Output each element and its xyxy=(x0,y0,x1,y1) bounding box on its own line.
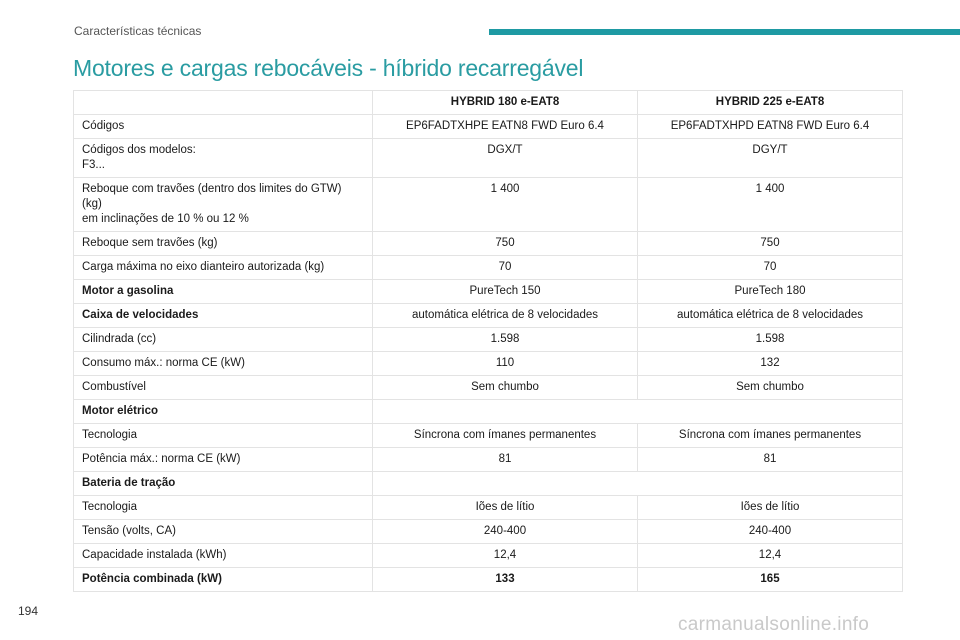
row-label: Tecnologia xyxy=(74,496,373,520)
cell-value: 240-400 xyxy=(373,520,638,544)
row-label xyxy=(74,178,373,232)
row-label: Potência combinada (kW) xyxy=(74,568,373,592)
header-accent-bar xyxy=(489,29,960,35)
empty-cell xyxy=(373,472,903,496)
row-label-line: em inclinações de 10 % ou 12 % xyxy=(82,213,249,225)
watermark-text: carmanualsonline.info xyxy=(678,614,870,635)
cell-value: 1.598 xyxy=(638,328,903,352)
page-number: 194 xyxy=(18,604,39,618)
cell-value: DGX/T xyxy=(373,139,638,178)
spec-table xyxy=(73,90,903,592)
cell-value: automática elétrica de 8 velocidades xyxy=(373,304,638,328)
column-header xyxy=(74,91,373,115)
page-title: Motores e cargas rebocáveis - híbrido recarregável xyxy=(73,55,584,81)
row-label: Tensão (volts, CA) xyxy=(74,520,373,544)
cell-value: 12,4 xyxy=(638,544,903,568)
cell-value: 1 400 xyxy=(373,178,638,232)
table-row xyxy=(74,448,903,472)
row-label-line: Códigos dos modelos: xyxy=(82,144,196,156)
table-section-row xyxy=(74,400,903,424)
cell-value: PureTech 180 xyxy=(638,280,903,304)
section-heading: Motor elétrico xyxy=(74,400,373,424)
row-label-line: F3... xyxy=(82,159,106,171)
table-section-row xyxy=(74,472,903,496)
table-row xyxy=(74,520,903,544)
row-label: Caixa de velocidades xyxy=(74,304,373,328)
cell-value: 165 xyxy=(638,568,903,592)
cell-value: 750 xyxy=(373,232,638,256)
cell-value: 12,4 xyxy=(373,544,638,568)
row-label: Motor a gasolina xyxy=(74,280,373,304)
table-row xyxy=(74,328,903,352)
table-row xyxy=(74,424,903,448)
table-row xyxy=(74,496,903,520)
cell-value: Sem chumbo xyxy=(373,376,638,400)
table-row xyxy=(74,304,903,328)
cell-value: Síncrona com ímanes permanentes xyxy=(373,424,638,448)
cell-value: 81 xyxy=(638,448,903,472)
cell-value: Iões de lítio xyxy=(638,496,903,520)
cell-value: 1.598 xyxy=(373,328,638,352)
cell-value: 133 xyxy=(373,568,638,592)
cell-value: PureTech 150 xyxy=(373,280,638,304)
row-label-line: Reboque com travões (dentro dos limites do GTW) (kg) xyxy=(82,183,342,210)
cell-value: 240-400 xyxy=(638,520,903,544)
cell-value: EP6FADTXHPE EATN8 FWD Euro 6.4 xyxy=(373,115,638,139)
row-label: Potência máx.: norma CE (kW) xyxy=(74,448,373,472)
table-row xyxy=(74,178,903,232)
row-label: Carga máxima no eixo dianteiro autorizada (kg) xyxy=(74,256,373,280)
cell-value: 132 xyxy=(638,352,903,376)
row-label: Consumo máx.: norma CE (kW) xyxy=(74,352,373,376)
row-label: Tecnologia xyxy=(74,424,373,448)
cell-value: Iões de lítio xyxy=(373,496,638,520)
table-row xyxy=(74,352,903,376)
table-row xyxy=(74,256,903,280)
section-label: Características técnicas xyxy=(74,24,202,38)
row-label: Reboque sem travões (kg) xyxy=(74,232,373,256)
cell-value: Sem chumbo xyxy=(638,376,903,400)
row-label xyxy=(74,139,373,178)
row-label: Combustível xyxy=(74,376,373,400)
column-header: HYBRID 180 e-EAT8 xyxy=(373,91,638,115)
table-row xyxy=(74,280,903,304)
table-row xyxy=(74,544,903,568)
cell-value: 1 400 xyxy=(638,178,903,232)
row-label: Capacidade instalada (kWh) xyxy=(74,544,373,568)
cell-value: Síncrona com ímanes permanentes xyxy=(638,424,903,448)
section-heading: Bateria de tração xyxy=(74,472,373,496)
cell-value: 81 xyxy=(373,448,638,472)
cell-value: 70 xyxy=(638,256,903,280)
row-label: Códigos xyxy=(74,115,373,139)
row-label: Cilindrada (cc) xyxy=(74,328,373,352)
table-row xyxy=(74,139,903,178)
column-header: HYBRID 225 e-EAT8 xyxy=(638,91,903,115)
cell-value: 750 xyxy=(638,232,903,256)
table-row xyxy=(74,115,903,139)
table-row xyxy=(74,568,903,592)
table-row xyxy=(74,376,903,400)
table-row xyxy=(74,232,903,256)
empty-cell xyxy=(373,400,903,424)
cell-value: automática elétrica de 8 velocidades xyxy=(638,304,903,328)
table-header-row xyxy=(74,91,903,115)
cell-value: EP6FADTXHPD EATN8 FWD Euro 6.4 xyxy=(638,115,903,139)
cell-value: 110 xyxy=(373,352,638,376)
cell-value: 70 xyxy=(373,256,638,280)
cell-value: DGY/T xyxy=(638,139,903,178)
